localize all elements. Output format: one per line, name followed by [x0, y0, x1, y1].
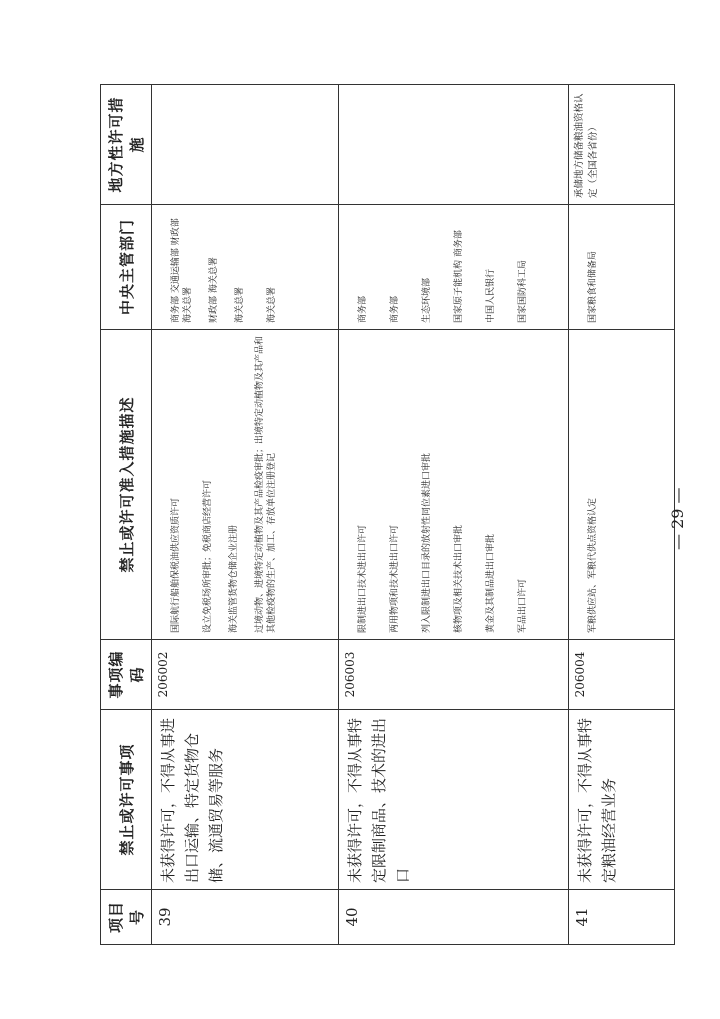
desc-line: 列入限制进出口目录的放射性同位素进口审批	[422, 452, 432, 633]
desc-line: 限制进出口技术进出口许可	[358, 524, 368, 633]
code-cell: 206004	[569, 640, 675, 710]
desc-line: 两用物项和技术进出口许可	[390, 524, 400, 633]
desc-cell	[152, 330, 339, 640]
page-number	[628, 487, 720, 550]
dept-line: 生态环境部	[422, 277, 432, 323]
desc-line: 核物项及相关技术出口审批	[454, 524, 464, 633]
matter-cell: 未获得许可，不得从事进出口运输、特定货物仓储、流通贸易等服务	[152, 710, 339, 890]
dept-line: 国家粮食和储备局	[588, 250, 598, 323]
desc-cell	[339, 330, 569, 640]
code-cell: 206003	[339, 640, 569, 710]
dept-line: 商务部	[390, 295, 400, 323]
desc-line: 海关监管货物仓储企业注册	[229, 524, 239, 633]
header-desc: 禁止或许可准入措施描述	[101, 330, 152, 640]
dept-line: 海关总署	[267, 286, 277, 323]
dept-line: 国家国防科工局	[518, 259, 528, 323]
desc-line: 设立免税场所审批；免税商店经营许可	[203, 479, 213, 633]
dept-cell	[569, 205, 675, 330]
permit-table	[100, 84, 675, 945]
matter-cell: 未获得许可，不得从事特定粮油经营业务	[569, 710, 675, 890]
desc-line: 军品出口许可	[518, 578, 528, 633]
desc-line: 军粮供应站、军粮代供点资格认定	[588, 497, 598, 633]
desc-line: 国际航行船舶保税油供应资质许可	[171, 497, 181, 633]
table-row	[152, 85, 339, 945]
table-header-row	[101, 85, 152, 945]
dept-line: 中国人民银行	[486, 268, 496, 323]
desc-line: 过境动物、进境特定动植物及其产品检疫审批；出境特定动植物及其产品和其他检疫物的生产、加工、存放单位注册登记	[255, 335, 277, 633]
dept-cell	[339, 205, 569, 330]
rotated-table-container	[100, 85, 665, 945]
dept-line: 财政部 海关总署	[209, 257, 219, 323]
header-dept: 中央主管部门	[101, 205, 152, 330]
header-item-no: 项目号	[101, 890, 152, 945]
local-cell	[152, 85, 339, 205]
rotated-page-area	[100, 85, 665, 945]
matter-cell: 未获得许可，不得从事特定限制商品、技术的进出口	[339, 710, 569, 890]
local-cell	[339, 85, 569, 205]
header-code: 事项编码	[101, 640, 152, 710]
code-cell: 206002	[152, 640, 339, 710]
dept-line: 国家原子能机构 商务部	[454, 230, 464, 323]
page-number-text: — 29 —	[668, 487, 687, 550]
dept-cell	[152, 205, 339, 330]
item-no-cell: 41	[569, 890, 675, 945]
local-cell: 承储地方储备粮油资格认定（全国各省份）	[569, 85, 675, 205]
desc-line: 黄金及其制品进出口审批	[486, 533, 496, 633]
table-row	[339, 85, 569, 945]
dept-line: 海关总署	[235, 286, 245, 323]
item-no-cell: 39	[152, 890, 339, 945]
dept-line: 商务部 交通运输部 财政部 海关总署	[171, 218, 193, 323]
desc-cell	[569, 330, 675, 640]
header-local: 地方性许可措施	[101, 85, 152, 205]
item-no-cell: 40	[339, 890, 569, 945]
header-matter: 禁止或许可事项	[101, 710, 152, 890]
dept-line: 商务部	[358, 295, 368, 323]
